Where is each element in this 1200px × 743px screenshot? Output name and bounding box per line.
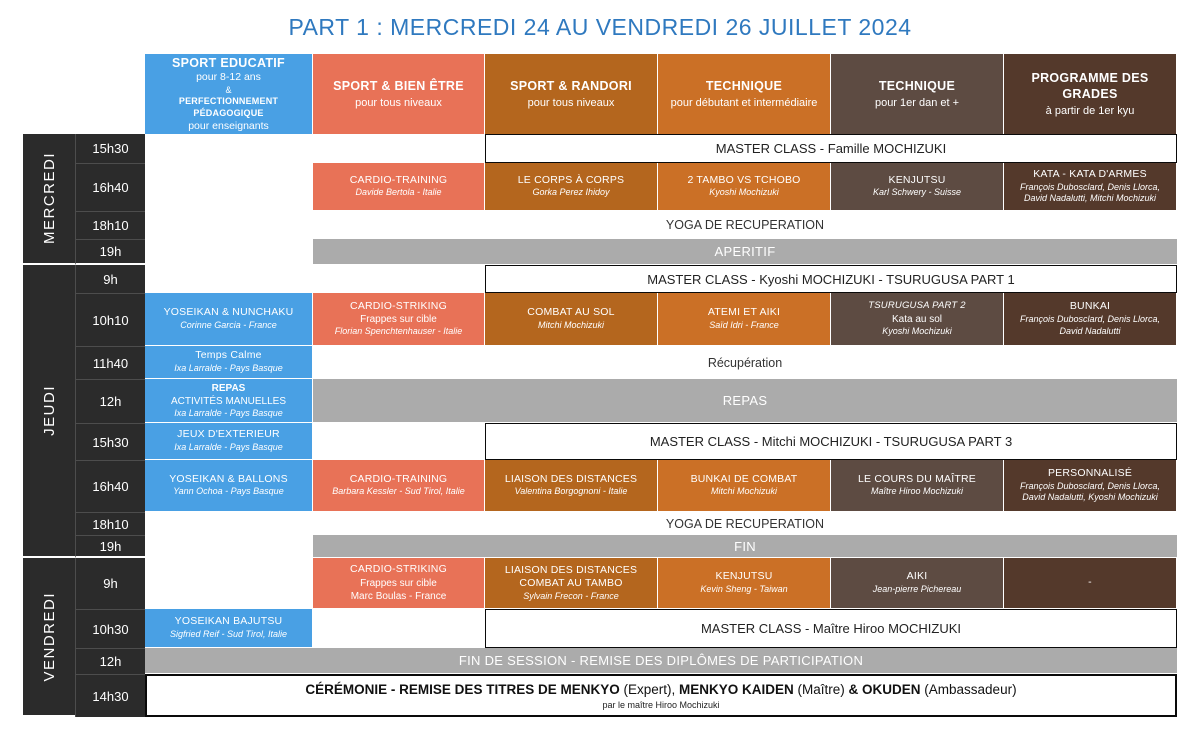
session-cell (145, 293, 313, 346)
day-text: JEUDI (40, 385, 58, 436)
masterclass-bar: MASTER CLASS - Mitchi MOCHIZUKI - TSURUGUSA PART 3 (485, 423, 1177, 460)
session-title: KENJUTSU (715, 570, 773, 583)
time-jeudi-1810: 18h10 (75, 512, 145, 535)
session-title: COMBAT AU SOL (527, 306, 615, 319)
yoga-bar: YOGA DE RECUPERATION (313, 211, 1177, 239)
session-cell (145, 423, 313, 460)
session-cell (485, 293, 658, 346)
day-label-mercredi (23, 134, 75, 265)
masterclass-bar: MASTER CLASS - Kyoshi MOCHIZUKI - TSURUGUSA PART 1 (485, 265, 1177, 293)
session-subtitle: Frappes sur cible (360, 577, 437, 589)
session-teacher: Kyoshi Mochizuki (882, 325, 952, 336)
session-teacher: Kyoshi Mochizuki (709, 187, 779, 198)
session-subtitle: Frappes sur cible (360, 314, 437, 326)
session-cell (313, 460, 485, 512)
session-teacher: Sigfried Reif - Sud Tirol, Italie (170, 628, 287, 639)
session-title: - (1088, 576, 1092, 589)
session-teacher: Barbara Kessler - Sud Tirol, Italie (332, 486, 465, 497)
session-title: YOSEIKAN & NUNCHAKU (163, 306, 294, 319)
column-subtitle: pour enseignants (188, 119, 269, 132)
session-cell (485, 558, 658, 609)
ceremony-segment: (Expert), (619, 681, 679, 697)
day-text: MERCREDI (40, 152, 58, 245)
column-title: SPORT & RANDORI (510, 78, 632, 93)
session-teacher: Saïd Idri - France (709, 319, 779, 330)
time-jeudi-9: 9h (75, 265, 145, 293)
session-cell (145, 379, 313, 423)
time-vendredi-9: 9h (75, 558, 145, 609)
session-teacher: Karl Schwery - Suisse (872, 187, 962, 198)
session-cell (313, 558, 485, 609)
time-jeudi-19: 19h (75, 535, 145, 558)
masterclass-bar: MASTER CLASS - Maître Hiroo MOCHIZUKI (485, 609, 1177, 648)
yoga-bar: YOGA DE RECUPERATION (313, 512, 1177, 535)
time-mercredi-1810: 18h10 (75, 211, 145, 239)
fin-bar: FIN (313, 535, 1177, 558)
session-cell (145, 609, 313, 648)
session-title: CARDIO-STRIKING (350, 563, 447, 576)
session-cell (1004, 293, 1177, 346)
column-title: TECHNIQUE (878, 78, 956, 93)
session-title: 2 TAMBO VS TCHOBO (687, 173, 801, 186)
session-title: JEUX D'EXTERIEUR (177, 428, 280, 441)
time-jeudi-1140: 11h40 (75, 346, 145, 379)
column-subtitle: pour 8-12 ans (196, 70, 261, 83)
day-label-jeudi (23, 265, 75, 558)
time-jeudi-1530: 15h30 (75, 423, 145, 460)
fin-de-session-bar: FIN DE SESSION - REMISE DES DIPLÔMES DE PARTICIPATION (145, 648, 1177, 674)
session-cell (658, 558, 831, 609)
session-title: Temps Calme (195, 349, 262, 362)
session-title: COMBAT AU TAMBO (519, 577, 623, 590)
session-teacher: Florian Spenchtenhauser - Italie (334, 326, 463, 337)
time-jeudi-12: 12h (75, 379, 145, 423)
session-title: KENJUTSU (888, 173, 946, 186)
session-cell (1004, 163, 1177, 211)
column-header-sport-educatif (145, 54, 313, 134)
column-subtitle: pour débutant et intermédiaire (670, 96, 818, 109)
ceremony-title (305, 682, 1016, 697)
session-title: KATA - KATA D'ARMES (1033, 167, 1147, 180)
session-title: TSURUGUSA PART 2 (868, 300, 966, 312)
day-text: VENDREDI (40, 591, 58, 682)
session-teacher: François Dubosclard, Denis Llorca, David Nadalutti, Mitchi Mochizuki (1019, 181, 1161, 204)
session-teacher: Marc Boulas - France (350, 590, 447, 602)
session-teacher: Davide Bertola - Italie (355, 187, 442, 198)
session-title: AIKI (906, 570, 928, 583)
column-title: TECHNIQUE (705, 78, 783, 93)
session-cell (485, 460, 658, 512)
session-title: LIAISON DES DISTANCES (504, 472, 638, 485)
session-title: ATEMI ET AIKI (707, 306, 781, 319)
recuperation-bar: Récupération (313, 346, 1177, 379)
schedule-grid (23, 54, 1177, 717)
session-cell (831, 163, 1004, 211)
column-title: PROGRAMME DES GRADES (1031, 70, 1149, 101)
session-teacher: François Dubosclard, Denis Llorca, David Nadalutti (1019, 314, 1161, 336)
session-teacher: Mitchi Mochizuki (710, 486, 777, 497)
session-cell (1004, 558, 1177, 609)
time-vendredi-12: 12h (75, 648, 145, 674)
column-title: SPORT EDUCATIF (172, 55, 285, 70)
session-title: REPAS (211, 382, 246, 394)
session-teacher: Jean-pierre Pichereau (872, 583, 962, 594)
column-header-sport-randori (485, 54, 658, 134)
column-header-programme-grades (1004, 54, 1177, 134)
column-subtitle: pour 1er dan et + (874, 96, 960, 109)
ceremony-segment: MENKYO KAIDEN (678, 681, 794, 697)
page-title: PART 1 : MERCREDI 24 AU VENDREDI 26 JUILLET 2024 (288, 13, 912, 40)
session-cell (658, 163, 831, 211)
session-cell (485, 163, 658, 211)
repas-bar: REPAS (313, 379, 1177, 423)
ceremony-subtitle: par le maître Hiroo Mochizuki (602, 699, 720, 710)
ceremony-segment: (Ambassadeur) (920, 681, 1017, 697)
time-mercredi-1530: 15h30 (75, 134, 145, 163)
session-teacher: Kevin Sheng - Taiwan (700, 583, 788, 594)
session-cell (1004, 460, 1177, 512)
session-title: LE CORPS À CORPS (517, 173, 625, 186)
session-subtitle: ACTIVITÉS MANUELLES (170, 395, 287, 407)
session-title: YOSEIKAN & BALLONS (169, 472, 288, 485)
ampersand: & (225, 84, 232, 95)
session-teacher: Ixa Larralde - Pays Basque (174, 407, 283, 418)
session-teacher: Ixa Larralde - Pays Basque (174, 441, 283, 452)
time-mercredi-1640: 16h40 (75, 163, 145, 211)
column-header-sport-bien-etre (313, 54, 485, 134)
session-cell (313, 163, 485, 211)
session-teacher: Ixa Larralde - Pays Basque (174, 362, 283, 373)
column-subtitle: pour tous niveaux (527, 96, 615, 109)
session-cell (658, 460, 831, 512)
session-title: PERSONNALISÉ (1047, 466, 1133, 479)
ceremony-segment: (Maître) (793, 681, 849, 697)
session-title: CARDIO-TRAINING (349, 472, 448, 485)
time-vendredi-1430: 14h30 (75, 674, 145, 717)
session-teacher: Corinne Garcia - France (180, 319, 277, 330)
session-title: LE COURS DU MAÎTRE (858, 472, 976, 485)
session-teacher: Valentina Borgognoni - Italie (514, 486, 628, 497)
session-title: CARDIO-TRAINING (349, 173, 448, 186)
session-subtitle: Kata au sol (891, 313, 943, 325)
session-title: LIAISON DES DISTANCES (504, 563, 638, 576)
column-subtitle: à partir de 1er kyu (1045, 105, 1135, 118)
session-teacher: Yann Ochoa - Pays Basque (173, 486, 284, 497)
column-header-technique-dan (831, 54, 1004, 134)
time-jeudi-1640: 16h40 (75, 460, 145, 512)
masterclass-bar: MASTER CLASS - Famille MOCHIZUKI (485, 134, 1177, 163)
ceremony-bar (145, 674, 1177, 717)
session-cell (831, 293, 1004, 346)
session-title: BUNKAI (1069, 300, 1111, 313)
column-header-technique-debutant (658, 54, 831, 134)
column-subtitle: pour tous niveaux (355, 96, 442, 109)
column-subtitle: PERFECTIONNEMENT PÉDAGOGIQUE (178, 96, 279, 118)
session-teacher: Gorka Perez Ihidoy (532, 187, 610, 198)
session-title: BUNKAI DE COMBAT (690, 472, 798, 485)
session-cell (313, 293, 485, 346)
session-cell (145, 346, 313, 379)
column-title: SPORT & BIEN ÊTRE (333, 78, 464, 93)
day-label-vendredi (23, 558, 75, 717)
ceremony-segment: CÉRÉMONIE - REMISE DES TITRES DE MENKYO (305, 681, 620, 697)
session-cell (831, 558, 1004, 609)
time-jeudi-1010: 10h10 (75, 293, 145, 346)
session-teacher: Sylvain Frecon - France (523, 590, 619, 601)
session-cell (831, 460, 1004, 512)
ceremony-segment: & OKUDEN (848, 681, 921, 697)
session-cell (145, 460, 313, 512)
session-cell (658, 293, 831, 346)
session-teacher: François Dubosclard, Denis Llorca, David Nadalutti, Kyoshi Mochizuki (1019, 480, 1161, 503)
aperitif-bar: APERITIF (313, 239, 1177, 265)
session-teacher: Mitchi Mochizuki (537, 319, 604, 330)
session-title: YOSEIKAN BAJUTSU (174, 615, 283, 628)
time-vendredi-1030: 10h30 (75, 609, 145, 648)
session-teacher: Maître Hiroo Mochizuki (870, 486, 964, 497)
time-mercredi-19: 19h (75, 239, 145, 265)
session-title: CARDIO-STRIKING (350, 299, 447, 312)
